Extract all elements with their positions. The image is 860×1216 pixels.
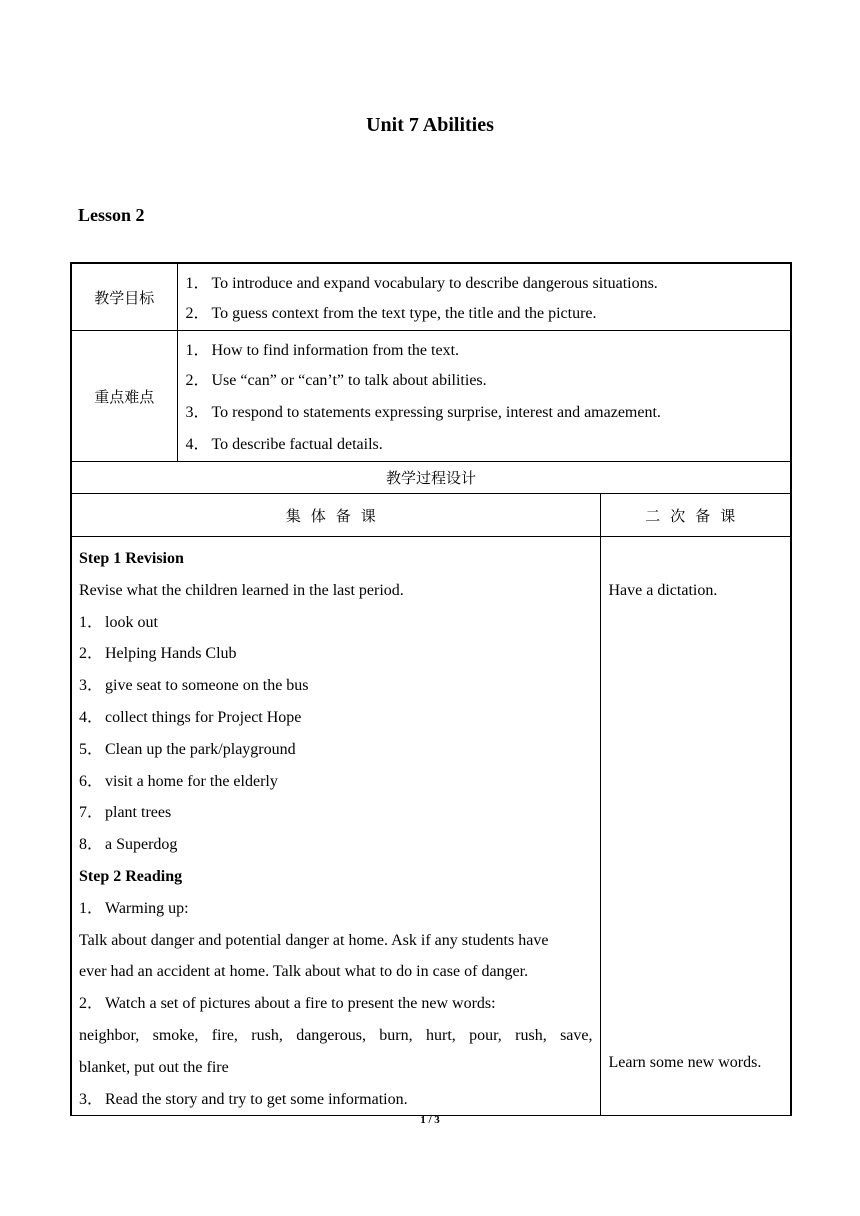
warming-up-label: 1． Warming up: [79, 899, 189, 917]
revision-item: 3． give seat to someone on the bus [79, 677, 309, 695]
watch-pictures-item: 2． Watch a set of pictures about a fire to present the new words: [79, 995, 496, 1013]
process-header: 教学过程设计 [71, 462, 791, 494]
read-story-item: 3． Read the story and try to get some information. [79, 1090, 408, 1108]
step1-title: Step 1 Revision [79, 550, 184, 567]
collective-prep-header: 集体备课 [71, 494, 600, 537]
revision-item: 4． collect things for Project Hope [79, 708, 302, 726]
key-points-label: 重点难点 [71, 331, 177, 462]
new-words-list: blanket, put out the fire [79, 1058, 229, 1076]
revision-item: 6． visit a home for the elderly [79, 772, 278, 790]
objective-item: 1． To introduce and expand vocabulary to describe dangerous situations. [185, 275, 658, 292]
lesson-heading: Lesson 2 [78, 205, 145, 225]
step2-title: Step 2 Reading [79, 867, 183, 885]
objectives-row [71, 263, 791, 331]
page-number: 1 / 3 [420, 1114, 440, 1126]
revision-item: 1． look out [79, 613, 158, 631]
collective-prep-content [71, 537, 600, 1116]
step1-intro: Revise what the children learned in the last period. [79, 581, 404, 599]
objectives-label: 教学目标 [71, 263, 177, 331]
warming-up-text: Talk about danger and potential danger at home. Ask if any students have [79, 931, 549, 949]
document-title: Unit 7 Abilities [366, 114, 494, 136]
side-note: Have a dictation. [608, 581, 718, 599]
side-note: Learn some new words. [608, 1054, 762, 1071]
secondary-prep-header: 二次备课 [600, 494, 791, 537]
key-points-row [71, 331, 791, 462]
process-content-row [71, 537, 791, 1116]
revision-item: 7． plant trees [79, 804, 172, 822]
new-words-list: neighbor, smoke, fire, rush, dangerous, burn, hurt, pour, rush, save, [79, 1026, 593, 1044]
key-point-item: 4． To describe factual details. [185, 436, 383, 453]
process-header-row [71, 462, 791, 494]
revision-item: 5． Clean up the park/playground [79, 740, 296, 758]
revision-item: 8． a Superdog [79, 836, 178, 854]
key-points-content [177, 331, 791, 462]
key-point-item: 2． Use “can” or “can’t” to talk about abilities. [185, 372, 487, 389]
secondary-prep-content [600, 537, 791, 1116]
key-point-item: 3． To respond to statements expressing surprise, interest and amazement. [185, 404, 661, 421]
objective-item: 2． To guess context from the text type, the title and the picture. [185, 305, 597, 322]
lesson-plan-table [70, 262, 792, 1116]
warming-up-text: ever had an accident at home. Talk about what to do in case of danger. [79, 963, 529, 981]
key-point-item: 1． How to find information from the text. [185, 342, 460, 359]
objectives-content [177, 263, 791, 331]
column-header-row [71, 494, 791, 537]
revision-item: 2． Helping Hands Club [79, 645, 237, 663]
